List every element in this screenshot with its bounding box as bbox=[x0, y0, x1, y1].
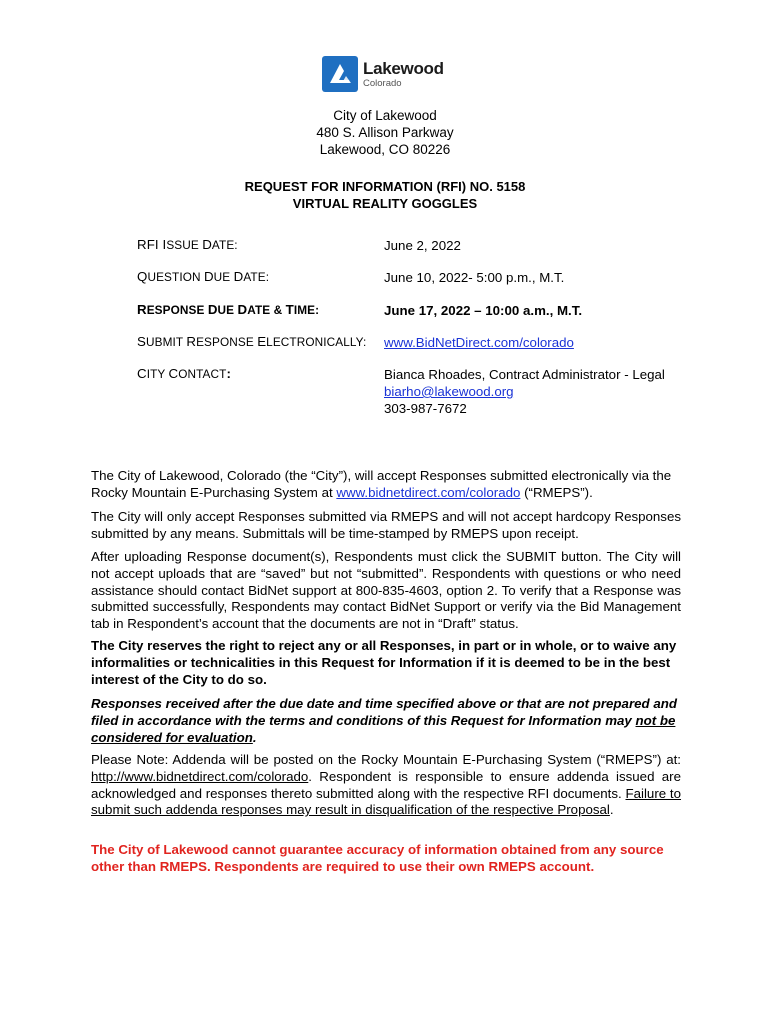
paragraph-upload-instructions: After uploading Response document(s), Respondents must click the SUBMIT button. The City will not accept uploads that are “saved” but not “submitted”. Respondents with questions or who need assistance should contact BidNet support at 800-835-4603, option 2. To verify that a Response was submitted successfully, Respondents may contact BidNet Support or verify via the Bid Management tab in Respondent’s account that the documents are not in “Draft” status. bbox=[91, 549, 681, 632]
rfi-title bbox=[0, 178, 770, 212]
contact-phone: 303-987-7672 bbox=[384, 401, 467, 416]
question-due-label: QUESTION DUE DATE: bbox=[137, 269, 270, 284]
address-line-1: City of Lakewood bbox=[333, 108, 437, 123]
city-address bbox=[0, 107, 770, 158]
rfi-title-line-1: REQUEST FOR INFORMATION (RFI) NO. 5158 bbox=[244, 179, 526, 194]
addenda-link[interactable]: http://www.bidnetdirect.com/colorado bbox=[91, 768, 309, 784]
paragraph-no-hardcopy: The City will only accept Responses submitted via RMEPS and will not accept hardcopy Responses submitted by any means. Submittals will be time-stamped by RMEPS upon receipt. bbox=[91, 509, 681, 541]
issue-date-label: RFI ISSUE DATE: bbox=[137, 237, 238, 252]
lakewood-logo bbox=[322, 54, 444, 94]
paragraph-addenda-note: Please Note: Addenda will be posted on the Rocky Mountain E-Purchasing System (“RMEPS”) at: http://www.bidnetdirect.com/colorado. Respondent is responsible to ensure addenda issued are acknowledged and responses thereto submitted along with the respective RFI documents. Failure to submit such addenda responses may result in disqualification of the respective Proposal. bbox=[91, 752, 682, 818]
city-contact-value bbox=[384, 366, 665, 417]
paragraph-reserve-rights: The City reserves the right to reject any or all Responses, in part or in whole, or to waive any informalities or technicalities in this Request for Information if it is deemed to be in the best interest of the City to do so. bbox=[91, 638, 677, 687]
response-due-label: RESPONSE DUE DATE & TIME: bbox=[137, 302, 320, 317]
bidnet-link[interactable]: www.BidNetDirect.com/colorado bbox=[384, 335, 574, 350]
address-line-3: Lakewood, CO 80226 bbox=[319, 142, 451, 157]
question-due-value: June 10, 2022- 5:00 p.m., M.T. bbox=[384, 270, 565, 285]
contact-name: Bianca Rhoades, Contract Administrator - Legal bbox=[384, 367, 665, 382]
address-line-2: 480 S. Allison Parkway bbox=[316, 125, 454, 140]
paragraph-electronic-submission: The City of Lakewood, Colorado (the “City”), will accept Responses submitted electronically via the Rocky Mountain E-Purchasing System at www.bidnetdirect.com/colorado (“RMEPS”). bbox=[91, 468, 672, 500]
paragraph-late-responses: Responses received after the due date and time specified above or that are not prepared and filed in accordance with the terms and conditions of this Request for Information may not be considered for evaluation. bbox=[91, 696, 677, 745]
city-contact-label: CITY CONTACT: bbox=[137, 366, 231, 381]
lakewood-logo-mark-icon bbox=[322, 56, 358, 92]
rfi-title-line-2: VIRTUAL REALITY GOGGLES bbox=[292, 196, 478, 211]
logo-sub: Colorado bbox=[363, 77, 402, 89]
response-due-value: June 17, 2022 – 10:00 a.m., M.T. bbox=[384, 303, 583, 318]
issue-date-value: June 2, 2022 bbox=[384, 238, 461, 253]
submit-label: SUBMIT RESPONSE ELECTRONICALLY: bbox=[137, 334, 367, 349]
contact-email-link[interactable]: biarho@lakewood.org bbox=[384, 384, 514, 399]
paragraph-accuracy-warning: The City of Lakewood cannot guarantee accuracy of information obtained from any source other than RMEPS. Respondents are required to use their own RMEPS account. bbox=[91, 842, 664, 874]
rmeps-link[interactable]: www.bidnetdirect.com/colorado bbox=[336, 484, 521, 500]
logo-name: Lakewood bbox=[363, 58, 444, 78]
